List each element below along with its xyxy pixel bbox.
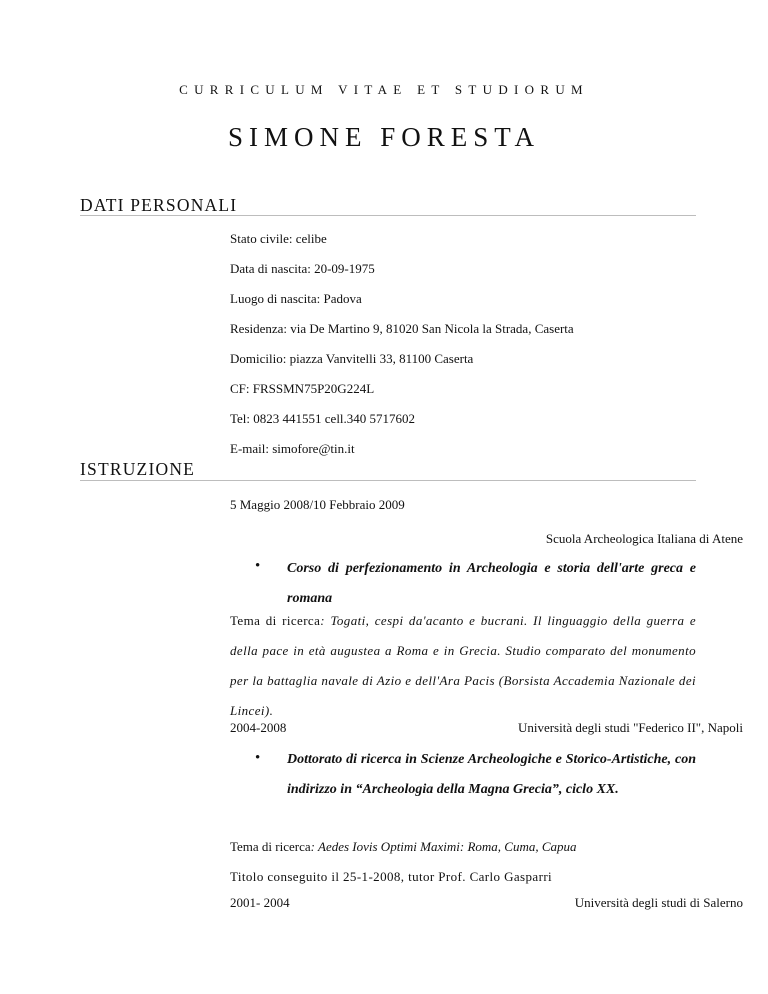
entry-course: Corso di perfezionamento in Archeologia e storia dell'arte greca e romana xyxy=(287,561,696,606)
entry-course: Dottorato di ricerca in Scienze Archeologiche e Storico-Artistiche, con indirizzo in “Archeologia della Magna Grecia”, ciclo XX. xyxy=(287,752,696,797)
bullet-icon: • xyxy=(255,558,261,574)
entry-note: Titolo conseguito il 25-1-2008, tutor Prof. Carlo Gasparri xyxy=(230,869,553,884)
theme-label: Tema di ricerca xyxy=(230,839,311,854)
entry-institution: Università degli studi di Salerno xyxy=(574,895,743,910)
entry-theme xyxy=(230,606,696,726)
person-name: SIMONE FORESTA xyxy=(227,122,541,152)
section-title-istruzione: ISTRUZIONE xyxy=(80,459,196,479)
document-kicker: CURRICULUM VITAE ET STUDIORUM xyxy=(179,82,589,97)
info-domicilio: Domicilio: piazza Vanvitelli 33, 81100 Caserta xyxy=(230,351,474,366)
entry-theme xyxy=(230,832,696,862)
info-stato-civile: Stato civile: celibe xyxy=(230,231,327,246)
section-divider xyxy=(80,480,696,481)
section-title-dati-personali: DATI PERSONALI xyxy=(80,195,238,215)
theme-label: Tema di ricerca xyxy=(230,613,321,628)
entry-institution: Università degli studi "Federico II", Napoli xyxy=(517,720,743,735)
entry-period: 2001- 2004 xyxy=(230,895,290,910)
info-email: E-mail: simofore@tin.it xyxy=(230,441,355,456)
info-residenza: Residenza: via De Martino 9, 81020 San Nicola la Strada, Caserta xyxy=(230,321,574,336)
theme-text: : Aedes Iovis Optimi Maximi: Roma, Cuma, Capua xyxy=(310,839,577,854)
info-data-nascita: Data di nascita: 20-09-1975 xyxy=(230,261,375,276)
section-divider xyxy=(80,215,696,216)
info-codice-fiscale: CF: FRSSMN75P20G224L xyxy=(230,381,375,396)
entry-institution: Scuola Archeologica Italiana di Atene xyxy=(545,531,743,546)
theme-text: : Togati, cespi da'acanto e bucrani. Il linguaggio della guerra e della pace in età augustea a Roma e in Grecia. Studio comparato del monumento per la battaglia navale di Azio e dell'Ara Pacis (Borsista Accademia Nazionale dei Lincei). xyxy=(230,613,696,718)
bullet-icon: • xyxy=(255,750,261,766)
info-luogo-nascita: Luogo di nascita: Padova xyxy=(230,291,362,306)
entry-period: 2004-2008 xyxy=(230,720,287,735)
entry-period: 5 Maggio 2008/10 Febbraio 2009 xyxy=(230,497,405,512)
info-telefono: Tel: 0823 441551 cell.340 5717602 xyxy=(230,411,416,426)
